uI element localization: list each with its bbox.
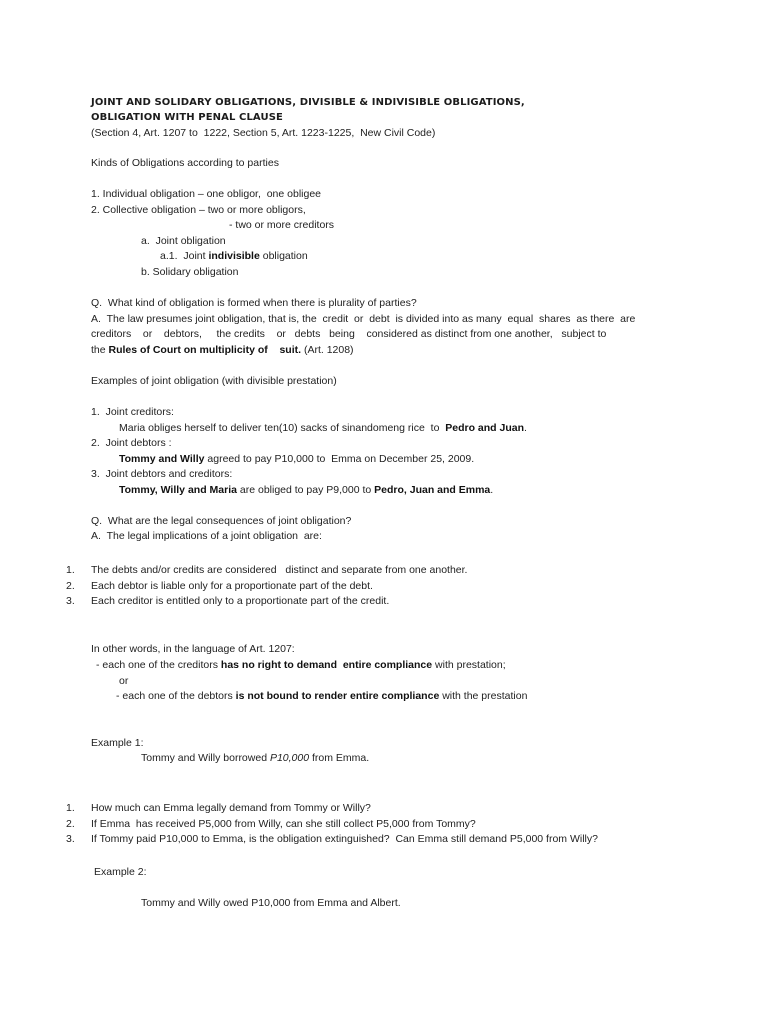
consequence-2-number: 2. (66, 580, 75, 592)
answer-1-line-3: the Rules of Court on multiplicity of suit. (Art. 1208) (91, 344, 354, 356)
example-1-question-2-number: 2. (66, 818, 75, 830)
kinds-item-2b: - two or more creditors (229, 219, 335, 231)
example-1-question-1: How much can Emma legally demand from Tommy or Willy? (91, 802, 371, 814)
answer-1-line-2: creditors or debtors, the credits or debts being considered as distinct from one another, subject to (91, 328, 607, 340)
kinds-item-1: 1. Individual obligation – one obligor, one obligee (91, 188, 322, 200)
example-1-question-2: If Emma has received P5,000 from Willy, can she still collect P5,000 from Tommy? (91, 818, 476, 830)
kinds-sub-a: a. Joint obligation (141, 235, 226, 247)
example-1-question-3-number: 3. (66, 833, 75, 845)
answer-2: A. The legal implications of a joint obligation are: (91, 530, 322, 542)
example-2-label: 2. Joint debtors : (91, 437, 172, 449)
debtors-rule: - each one of the debtors is not bound to render entire compliance with the prestation (116, 690, 528, 702)
examples-intro: Examples of joint obligation (with divisible prestation) (91, 375, 337, 387)
example-2-heading: Example 2: (94, 866, 147, 878)
example-3-label: 3. Joint debtors and creditors: (91, 468, 233, 480)
answer-1-line-1: A. The law presumes joint obligation, that is, the credit or debt is divided into as many equal shares as there are (91, 313, 636, 325)
consequence-1-text: The debts and/or credits are considered distinct and separate from one another. (91, 564, 468, 576)
example-1-scenario: Tommy and Willy borrowed P10,000 from Emma. (141, 752, 370, 764)
consequence-3-number: 3. (66, 595, 75, 607)
example-1-heading: Example 1: (91, 737, 144, 749)
question-1: Q. What kind of obligation is formed when there is plurality of parties? (91, 297, 417, 309)
example-2-text: Tommy and Willy agreed to pay P10,000 to Emma on December 25, 2009. (119, 453, 475, 465)
kinds-item-2: 2. Collective obligation – two or more obligors, (91, 204, 306, 216)
consequence-2-text: Each debtor is liable only for a proportionate part of the debt. (91, 580, 373, 592)
creditors-rule: - each one of the creditors has no right to demand entire compliance with prestation; (96, 659, 506, 671)
other-words-intro: In other words, in the language of Art. 1207: (91, 643, 295, 655)
consequence-3-text: Each creditor is entitled only to a proportionate part of the credit. (91, 595, 390, 607)
example-1-text: Maria obliges herself to deliver ten(10) sacks of sinandomeng rice to Pedro and Juan. (119, 422, 527, 434)
example-1-label: 1. Joint creditors: (91, 406, 174, 418)
example-1-question-1-number: 1. (66, 802, 75, 814)
document-title-line-1: JOINT AND SOLIDARY OBLIGATIONS, DIVISIBLE & INDIVISIBLE OBLIGATIONS, (91, 97, 525, 108)
kinds-sub-b: b. Solidary obligation (141, 266, 239, 278)
document-title-line-2: OBLIGATION WITH PENAL CLAUSE (91, 112, 283, 123)
document-source: (Section 4, Art. 1207 to 1222, Section 5, Art. 1223-1225, New Civil Code) (91, 127, 436, 139)
example-2-scenario: Tommy and Willy owed P10,000 from Emma and Albert. (141, 897, 401, 909)
example-3-text: Tommy, Willy and Maria are obliged to pay P9,000 to Pedro, Juan and Emma. (119, 484, 494, 496)
consequence-1-number: 1. (66, 564, 75, 576)
or-connector: or (119, 675, 129, 687)
kinds-intro: Kinds of Obligations according to parties (91, 157, 279, 169)
question-2: Q. What are the legal consequences of joint obligation? (91, 515, 352, 527)
example-1-question-3: If Tommy paid P10,000 to Emma, is the obligation extinguished? Can Emma still demand P5,000 from Willy? (91, 833, 598, 845)
kinds-sub-a1: a.1. Joint indivisible obligation (160, 250, 308, 262)
